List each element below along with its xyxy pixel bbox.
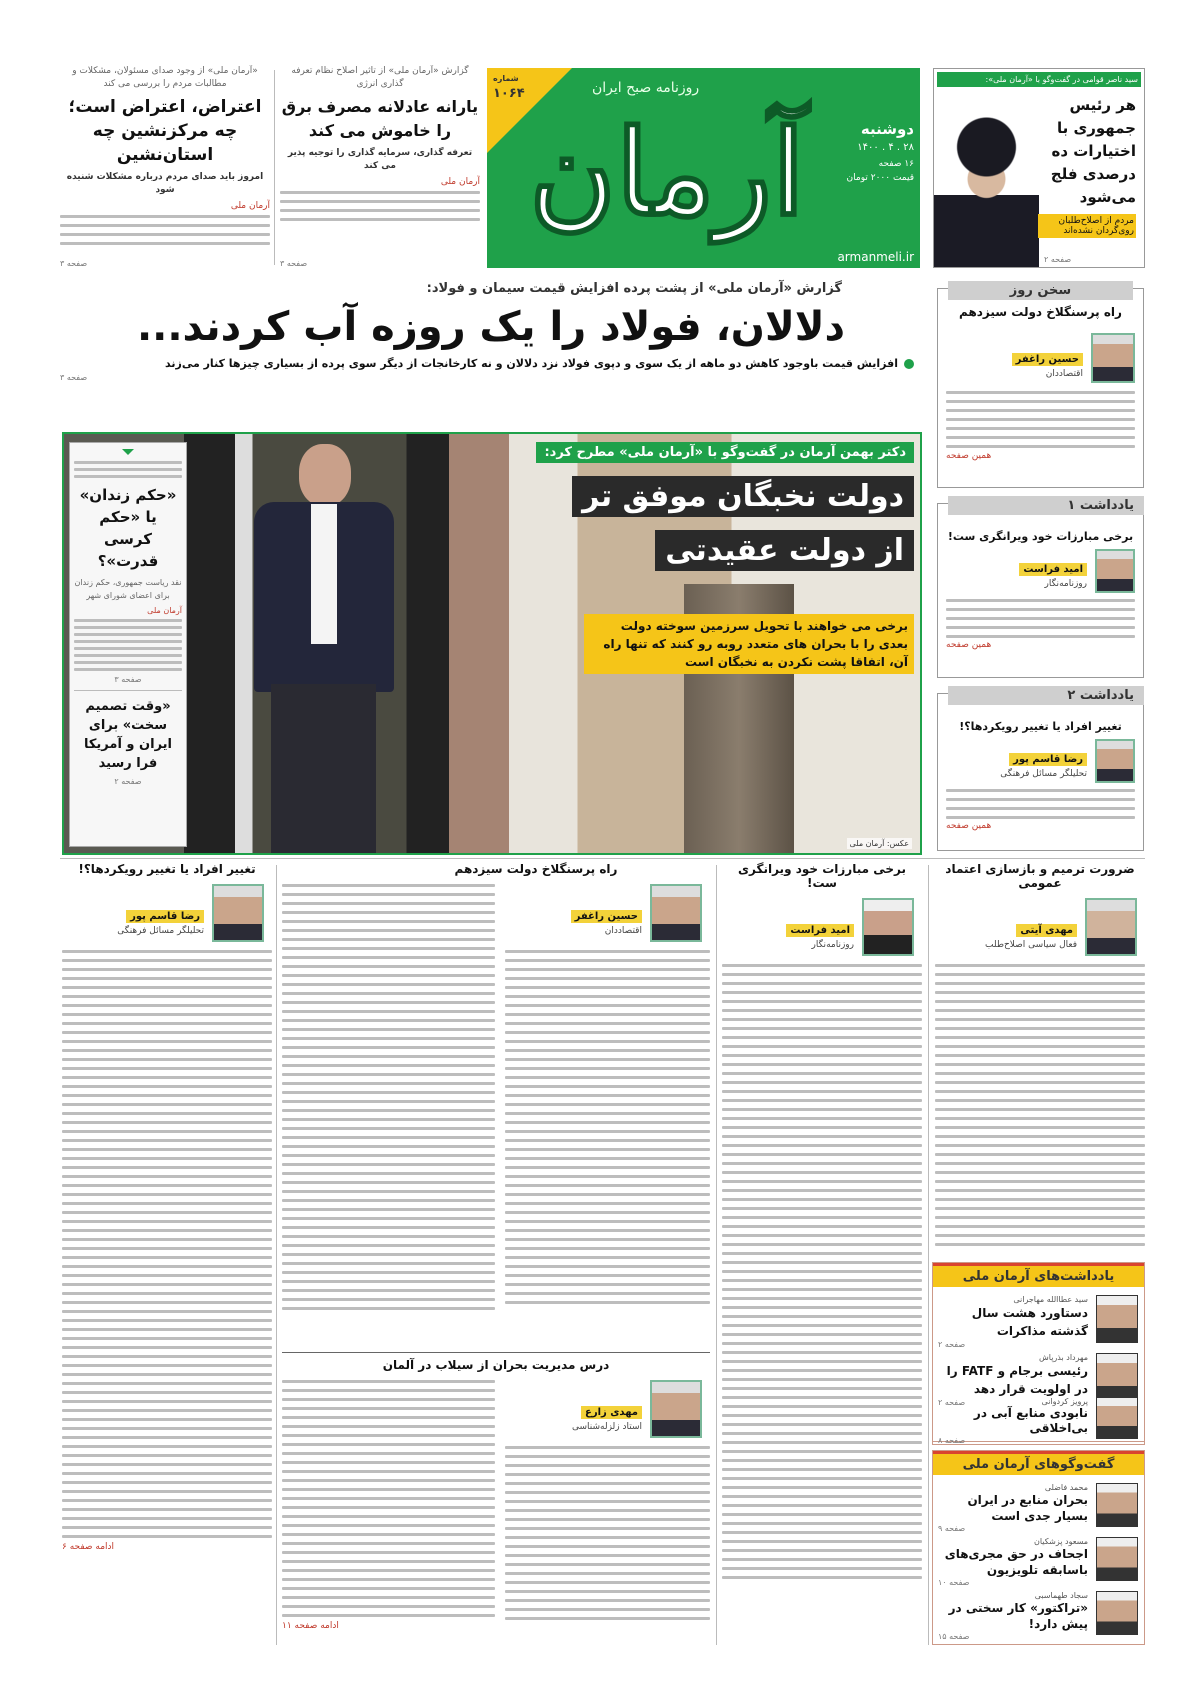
flood-story[interactable] [282,1358,710,1643]
flood-title: درس مدیریت بحران از سیلاب در آلمان [382,1358,610,1372]
item-author: سجاد طهماسبی [1034,1591,1088,1600]
author-photo [1096,1483,1138,1527]
author-photo [1096,1353,1138,1401]
author-photo [1085,898,1137,956]
divider [74,690,182,691]
teaser-kicker: «آرمان ملی» از وجود صدای مسئولان، مشکلات و مطالبات مردم را بررسی می کند [72,66,258,89]
author-photo [1096,1591,1138,1635]
interview-kicker: سید ناصر قوامی در گفت‌وگو با «آرمان ملی»: [937,72,1141,87]
bullet-icon [904,359,914,369]
page-ref: صفحه ۲ [1044,255,1072,264]
author-photo [212,884,264,942]
page-ref: صفحه ۲ [114,777,142,786]
author-name: رضا قاسم پور [126,910,204,923]
strip-subhead: نقد ریاست جمهوری، حکم زندان برای اعضای شورای شهر [74,578,182,600]
teaser-body [60,215,270,258]
newspaper-logo: آرمان [529,103,805,242]
interview-highlight: مردم از اصلاح‌طلبان روی‌گردان نشده‌اند [1038,214,1136,238]
continued-link[interactable]: ادامه صفحه ۶ [62,1542,115,1552]
item-author: محمد فاضلی [1044,1483,1088,1492]
item-title: «تراکتور» کار سختی در پیش دارد! [948,1601,1088,1631]
box-header: گفت‌وگوهای آرمان ملی [933,1451,1144,1475]
page-ref: صفحه ۱۵ [938,1632,970,1641]
list-item[interactable] [938,1295,1138,1349]
divider [276,865,277,1645]
page-ref: صفحه ۳ [60,373,88,382]
item-author: مهرداد بذرپاش [1039,1353,1088,1362]
list-item[interactable] [938,1537,1138,1587]
divider [928,865,929,1645]
box-header: یادداشت‌های آرمان ملی [933,1263,1144,1287]
person-photo [249,444,399,855]
left-strip [69,442,187,847]
teaser-body [280,191,480,258]
author-name: رضا قاسم پور [1009,753,1087,766]
issue-label: شماره [493,74,519,83]
column-rocky-road[interactable] [282,862,710,1337]
author-role: تحلیلگر مسائل فرهنگی [1000,769,1087,779]
author-photo [1096,1397,1138,1439]
page-ref: صفحه ۲ [938,1340,966,1349]
teaser-headline: اعتراض، اعتراض است؛ چه مرکزنشین چه استان‌نشین [68,97,262,165]
interview-headline: هر رئیس جمهوری با اختیارات ده درصدی فلج می‌شود [1050,96,1136,206]
photo-headline-1: دولت نخبگان موفق تر [572,476,914,517]
notes-box-item-3[interactable] [932,1395,1145,1445]
photo-headline-2: از دولت عقیدتی [655,530,914,571]
main-summary: افزایش قیمت باوجود کاهش دو ماهه از یک سوی و دپوی فولاد نزد دلالان و نه کارخانجات از دیگر سوی پرده از بسیاری چیزها کنار می‌زند [165,357,898,370]
page-ref: صفحه ۲ [938,1398,966,1407]
teaser-lead: آرمان ملی [440,177,480,187]
item-title: اجحاف در حق مجری‌های باسابقه تلویزیون [944,1547,1088,1577]
divider [716,865,717,1645]
list-item[interactable] [938,1483,1138,1533]
page-ref: صفحه ۱۰ [938,1578,970,1587]
photo-kicker: دکتر بهمن آرمان در گفت‌وگو با «آرمان ملی» مطرح کرد: [536,442,914,463]
author-photo [650,884,702,942]
price: قیمت ۲۰۰۰ تومان [846,173,914,183]
author-role: روزنامه‌نگار [811,940,854,950]
item-title: رئیسی برجام و FATF را در اولویت قرار دهد [946,1364,1088,1396]
author-role: اقتصاددان [604,926,642,936]
teaser-lead: آرمان ملی [230,201,270,211]
author-name: حسین راغفر [571,910,642,923]
list-item[interactable] [938,1591,1138,1641]
interviews-box [932,1450,1145,1645]
weekday: دوشنبه [860,120,914,138]
page-ref: صفحه ۳ [280,259,308,268]
page-ref: صفحه ۹ [938,1524,966,1533]
main-story[interactable] [60,280,922,428]
author-photo [1096,1295,1138,1343]
divider [60,858,1145,859]
note2-box[interactable] [937,688,1144,851]
box-tab: یادداشت ۲ [948,686,1144,705]
column-title: برخی مبارزات خود ویرانگری ست! [738,862,906,890]
author-name: امید فراست [786,924,854,937]
author-role: استاد زلزله‌شناسی [571,1422,642,1432]
author-photo [862,898,914,956]
author-role: فعال سیاسی اصلاح‌طلب [985,940,1077,950]
continued-link[interactable]: همین صفحه [946,821,992,831]
author-photo [1095,549,1135,593]
strip-headline[interactable]: «حکم زندان» یا «حکم کرسی قدرت»؟ [79,486,177,570]
column-title: تغییر افراد یا تغییر رویکردها؟! [78,862,256,876]
item-author: سید عطاالله مهاجرانی [1013,1295,1088,1304]
author-photo [1095,739,1135,783]
author-name: مهدی زارع [581,1406,642,1419]
column-title: راه پرسنگلاخ دولت سیزدهم [454,862,618,876]
author-role: اقتصاددان [1045,369,1083,379]
top-right-interview[interactable] [933,68,1145,268]
author-name: امید فراست [1019,563,1087,576]
continued-link[interactable]: ادامه صفحه ۱۱ [282,1621,339,1631]
teaser-kicker: گزارش «آرمان ملی» از تاثیر اصلاح نظام تعرفه گذاری انرژی [291,66,469,89]
teaser-protest[interactable] [60,65,270,270]
teaser-subhead: تعرفه گذاری، سرمایه گذاری را توجیه پذیر می کند [287,148,473,171]
item-title: دستاورد هشت سال گذشته مذاکرات [971,1306,1088,1338]
continued-link[interactable]: همین صفحه [946,451,992,461]
page-ref: صفحه ۳ [114,675,142,684]
photo-story[interactable] [62,432,922,855]
teaser-subsidy[interactable] [280,65,480,270]
website-link[interactable]: armanmeli.ir [837,250,914,264]
author-name: حسین راغفر [1012,353,1083,366]
box-title: تغییر افراد یا تغییر رویکردها؟! [959,720,1122,733]
photo-quote: برخی می خواهند با تحویل سرزمین سوخته دولت بعدی را با بحران های متعدد روبه رو کنند که تنها راه آن، اتفاقا پشت نکردن به نخبگان است [584,614,914,674]
column-self-destructive[interactable] [722,862,922,1642]
triangle-icon [122,449,134,455]
author-photo [1096,1537,1138,1581]
author-photo [650,1380,702,1438]
box-tab: سخن روز [948,281,1133,300]
item-author: مسعود پزشکیان [1033,1537,1088,1546]
item-title: نابودی منابع آبی در بی‌اخلاقی [973,1406,1088,1435]
column-public-trust[interactable] [935,862,1145,1257]
teaser-headline: یارانه عادلانه مصرف برق را خاموش می کند [281,97,479,140]
note1-box[interactable] [937,498,1144,678]
column-change-people[interactable] [62,862,272,1642]
photo-credit: عکس: آرمان ملی [847,838,912,849]
sokhan-rooz-box[interactable] [937,283,1144,488]
box-title: راه پرسنگلاخ دولت سیزدهم [959,305,1122,319]
strip-lead: آرمان ملی [147,606,182,615]
author-name: مهدی آیتی [1016,924,1077,937]
box-tab: یادداشت ۱ [948,496,1144,515]
author-photo [1091,333,1135,383]
item-title: بحران منابع در ایران بسیار جدی است [967,1493,1088,1523]
issue-number: ۱۰۶۴ [493,86,525,101]
issue-date: ۲۸ . ۴ . ۱۴۰۰ [857,142,914,153]
divider [282,1352,710,1353]
main-headline: دلالان، فولاد را یک روزه آب کردند... [136,304,846,350]
masthead [487,68,920,268]
main-kicker: گزارش «آرمان ملی» از پشت پرده افزایش قیمت سیمان و فولاد: [426,281,842,296]
item-author: پرویز کردوانی [1041,1397,1088,1406]
tagline: روزنامه صبح ایران [592,80,700,96]
box-title: برخی مبارزات خود ویرانگری ست! [947,530,1134,543]
author-role: روزنامه‌نگار [1044,579,1087,589]
strip-headline[interactable]: «وقت تصمیم سخت» برای ایران و آمریکا فرا رسید [83,699,173,771]
cleric-photo [934,107,1039,267]
teaser-subhead: امروز باید صدای مردم درباره مشکلات شنیده شود [66,172,264,195]
continued-link[interactable]: همین صفحه [946,640,992,650]
page-ref: صفحه ۳ [60,259,88,268]
author-role: تحلیلگر مسائل فرهنگی [117,926,204,936]
page-ref: صفحه ۸ [938,1436,966,1445]
column-title: ضرورت ترمیم و بازسازی اعتماد عمومی [945,862,1135,890]
divider [274,70,275,265]
page-count: ۱۶ صفحه [878,159,914,169]
